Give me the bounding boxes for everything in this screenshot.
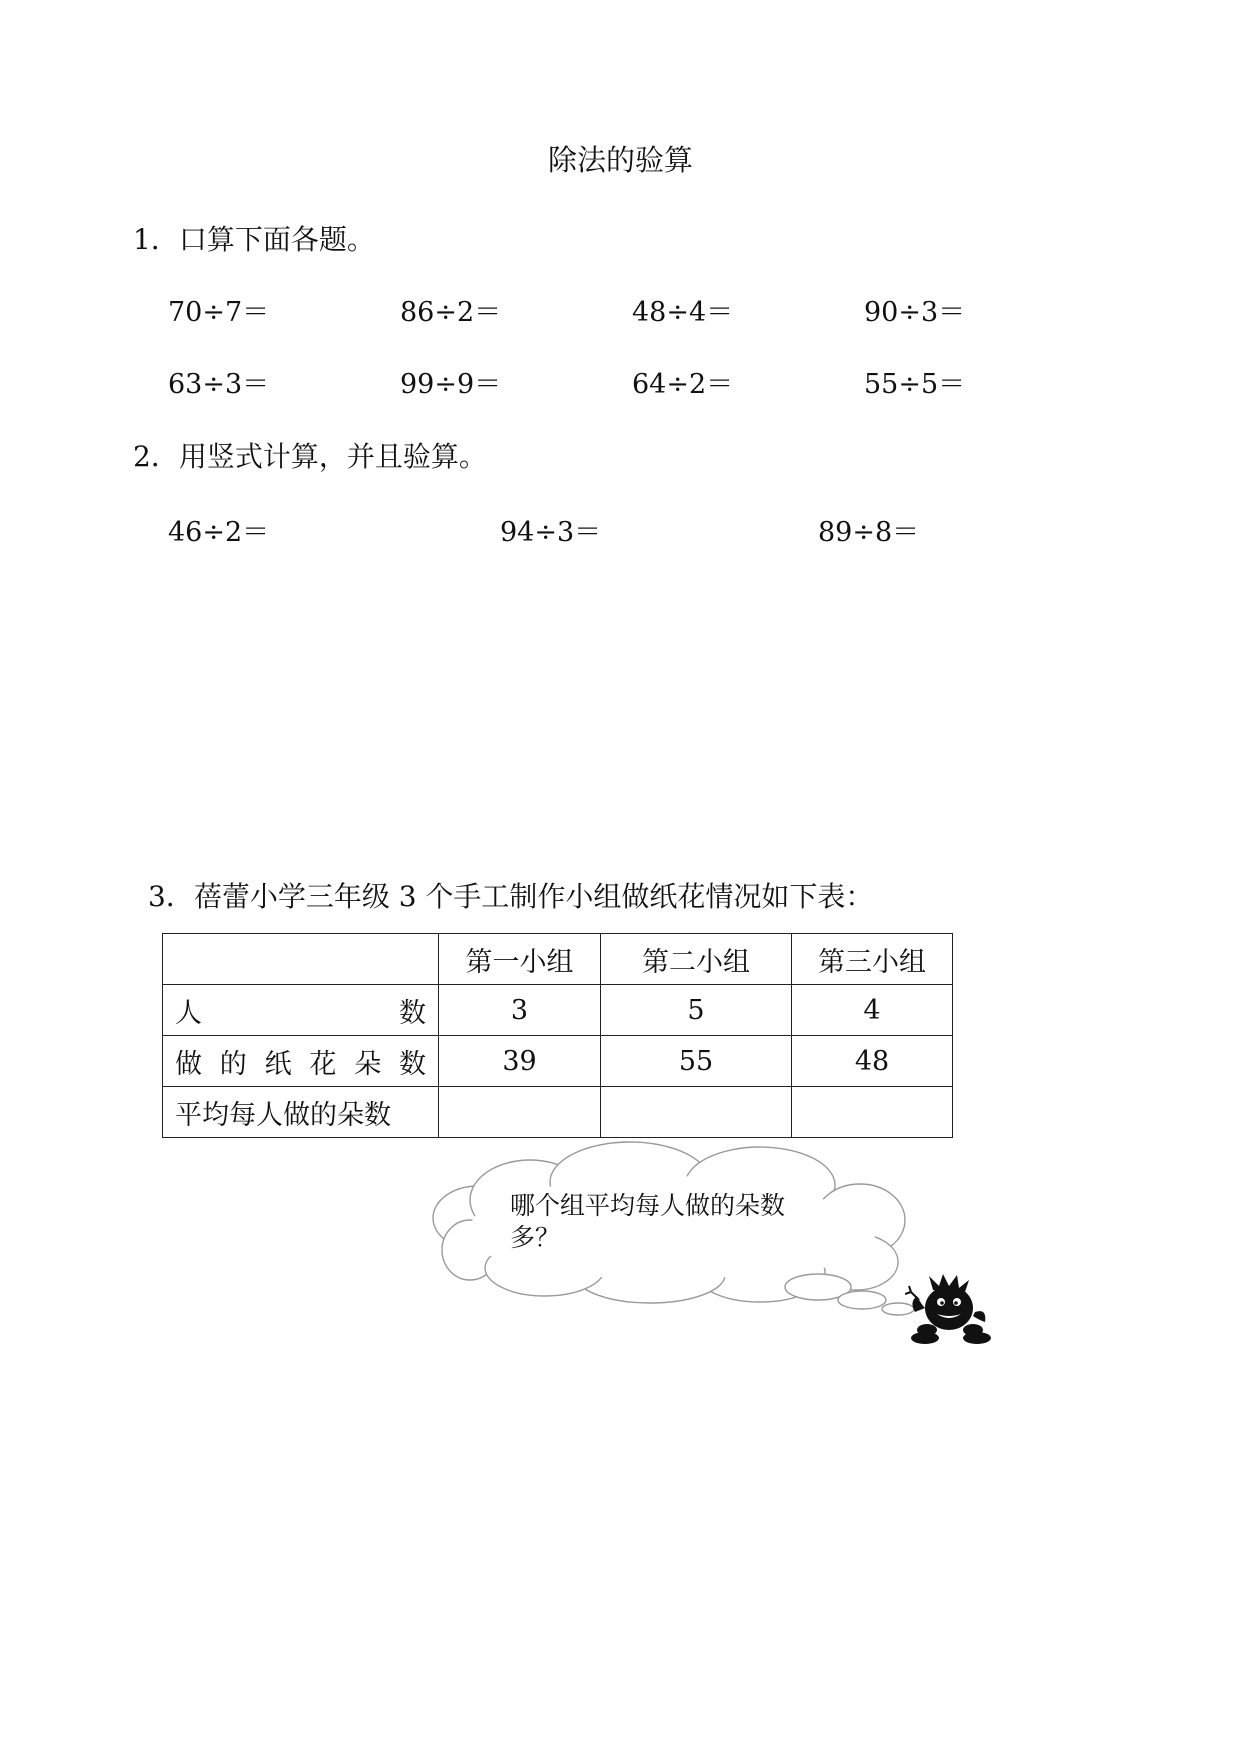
cartoon-monster-icon [905, 1272, 993, 1347]
row-label-char: 朵 [354, 1048, 382, 1080]
written-division-problem: 46÷2＝ [168, 517, 270, 548]
mental-math-problem: 55÷5＝ [864, 369, 966, 400]
page-title: 除法的验算 [547, 143, 693, 177]
table-header-cell: 第二小组 [601, 934, 792, 985]
row-label-char: 花 [309, 1048, 337, 1080]
section3-heading: 3．蓓蕾小学三年级 3 个手工制作小组做纸花情况如下表： [148, 880, 874, 913]
table-cell: 55 [601, 1036, 792, 1087]
mental-math-problem: 48÷4＝ [632, 297, 734, 328]
row-label-average: 平均每人做的朵数 [163, 1087, 439, 1138]
table-cell: 3 [439, 985, 601, 1036]
table-cell: 39 [439, 1036, 601, 1087]
thought-bubble-text [510, 1190, 820, 1254]
thought-bubble-line: 多？ [510, 1223, 561, 1252]
row-label-char: 做 [175, 1048, 202, 1080]
section1-heading: 1．口算下面各题。 [133, 223, 375, 256]
table-header-cell: 第一小组 [439, 934, 601, 985]
written-division-problem: 94÷3＝ [500, 517, 602, 548]
thought-bubble-line: 哪个组平均每人做的朵数 [510, 1191, 786, 1220]
row-label-char: 人 [175, 997, 202, 1029]
table-cell: 5 [601, 985, 792, 1036]
written-division-problem: 89÷8＝ [818, 517, 920, 548]
section2-heading: 2．用竖式计算，并且验算。 [133, 440, 487, 473]
row-label-char: 纸 [264, 1048, 292, 1080]
table-cell: 4 [792, 985, 953, 1036]
mental-math-problem: 99÷9＝ [400, 369, 502, 400]
mental-math-problem: 90÷3＝ [864, 297, 966, 328]
mental-math-problem: 64÷2＝ [632, 369, 734, 400]
table-header-cell: 第三小组 [792, 934, 953, 985]
row-label-char: 数 [399, 997, 426, 1029]
mental-math-problem: 63÷3＝ [168, 369, 270, 400]
table-cell: 48 [792, 1036, 953, 1087]
mental-math-problem: 70÷7＝ [168, 297, 270, 328]
row-label-char: 数 [398, 1048, 426, 1080]
row-label-char: 的 [219, 1048, 247, 1080]
mental-math-problem: 86÷2＝ [400, 297, 502, 328]
